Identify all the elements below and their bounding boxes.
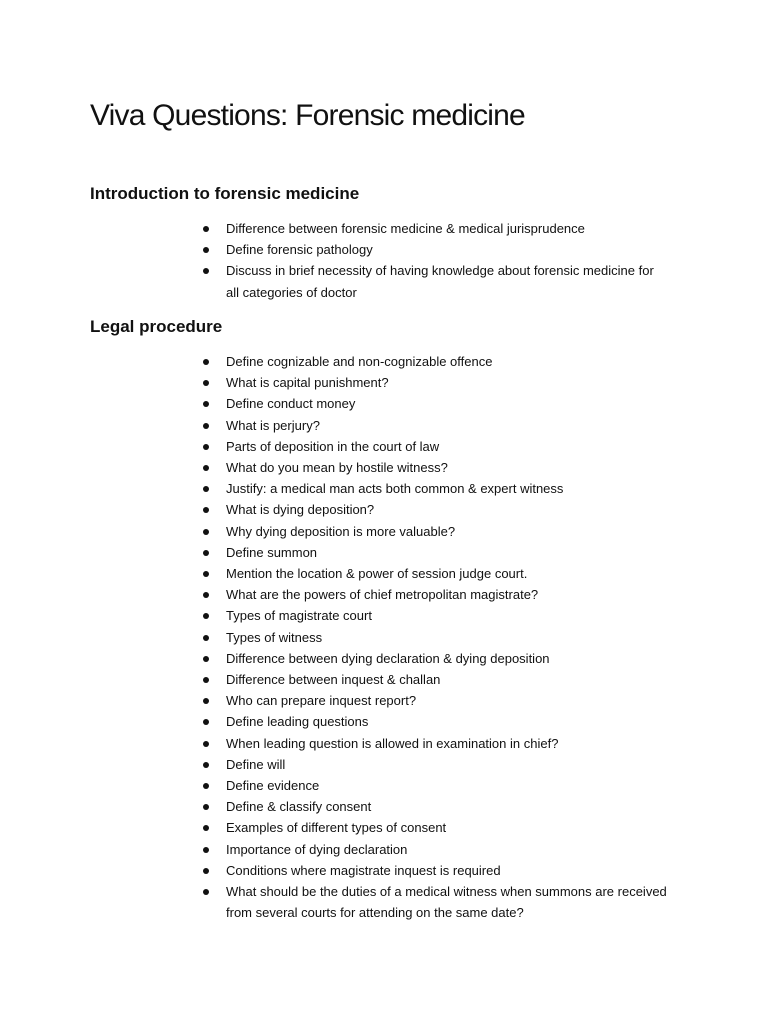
list-item [200, 648, 670, 669]
list-item-text: What is capital punishment? [226, 375, 389, 391]
list-item-text: Define cognizable and non-cognizable offence [226, 354, 493, 369]
list-item-text: Justify: a medical man acts both common & expert witness [226, 481, 564, 497]
list-item-text: Importance of dying declaration [226, 841, 408, 857]
bullet-icon [203, 380, 209, 386]
list-item [200, 563, 670, 584]
list-item [200, 239, 670, 260]
list-item [200, 521, 670, 542]
list-item [200, 881, 670, 923]
list-item-text: What do you mean by hostile witness? [226, 460, 448, 476]
legal-procedure-question-list [200, 351, 670, 923]
list-item [200, 605, 670, 626]
list-item [200, 817, 670, 838]
bullet-icon [203, 783, 209, 789]
list-item-text: What is dying deposition? [226, 502, 375, 518]
list-item [200, 436, 670, 457]
list-item-text: Examples of different types of consent [226, 820, 447, 836]
list-item [200, 351, 670, 372]
list-item-text: Define summon [226, 544, 318, 560]
list-item [200, 627, 670, 648]
list-item-text: Types of magistrate court [226, 608, 372, 624]
list-item [200, 690, 670, 711]
bullet-icon [203, 268, 209, 274]
list-item-text: Difference between forensic medicine & medical jurisprudence [226, 221, 585, 236]
bullet-icon [203, 889, 209, 895]
bullet-icon [203, 698, 209, 704]
list-item-text: Difference between dying declaration & dying deposition [226, 650, 550, 666]
bullet-icon [203, 868, 209, 874]
bullet-icon [203, 592, 209, 598]
list-item [200, 260, 670, 302]
list-item [200, 711, 670, 732]
list-item-text: Conditions where magistrate inquest is required [226, 862, 501, 878]
bullet-icon [203, 825, 209, 831]
bullet-icon [203, 677, 209, 683]
list-item [200, 372, 670, 393]
introduction-question-list [200, 218, 670, 303]
list-item [200, 669, 670, 690]
bullet-icon [203, 486, 209, 492]
bullet-icon [203, 359, 209, 365]
bullet-icon [203, 571, 209, 577]
list-item [200, 218, 670, 239]
list-item-text: Define will [226, 756, 286, 772]
list-item-text: Why dying deposition is more valuable? [226, 523, 456, 539]
list-item [200, 733, 670, 754]
bullet-icon [203, 613, 209, 619]
bullet-icon [203, 247, 209, 253]
list-item [200, 860, 670, 881]
list-item [200, 584, 670, 605]
bullet-icon [203, 847, 209, 853]
list-item [200, 754, 670, 775]
list-item-text: Difference between inquest & challan [226, 672, 441, 688]
list-item-text: What are the powers of chief metropolitan magistrate? [226, 587, 539, 603]
list-item-text: Discuss in brief necessity of having knowledge about forensic medicine for all categories of doctor [226, 263, 654, 300]
bullet-icon [203, 529, 209, 535]
list-item [200, 499, 670, 520]
bullet-icon [203, 465, 209, 471]
list-item-text: Define forensic pathology [226, 242, 373, 258]
list-item-text: Define evidence [226, 778, 320, 794]
list-item [200, 775, 670, 796]
list-item-text: What is perjury? [226, 417, 320, 433]
section-heading-legal-procedure: Legal procedure [90, 317, 223, 336]
list-item-text: Who can prepare inquest report? [226, 693, 417, 709]
section-heading-introduction: Introduction to forensic medicine [90, 184, 360, 203]
list-item [200, 478, 670, 499]
bullet-icon [203, 550, 209, 556]
page-title: Viva Questions: Forensic medicine [90, 99, 525, 132]
list-item-text: Mention the location & power of session judge court. [226, 566, 528, 582]
list-item-text: Define & classify consent [226, 799, 372, 815]
bullet-icon [203, 804, 209, 810]
list-item-text: When leading question is allowed in examination in chief? [226, 735, 559, 751]
list-item-text: Parts of deposition in the court of law [226, 438, 440, 454]
list-item-text: Types of witness [226, 629, 323, 645]
list-item [200, 796, 670, 817]
list-item [200, 542, 670, 563]
list-item [200, 457, 670, 478]
bullet-icon [203, 444, 209, 450]
bullet-icon [203, 656, 209, 662]
list-item-text: Define conduct money [226, 396, 356, 412]
list-item-text: What should be the duties of a medical witness when summons are received from several courts for attending on the same date? [226, 884, 667, 921]
list-item [200, 415, 670, 436]
bullet-icon [203, 423, 209, 429]
bullet-icon [203, 507, 209, 513]
bullet-icon [203, 635, 209, 641]
list-item [200, 393, 670, 414]
bullet-icon [203, 741, 209, 747]
list-item [200, 839, 670, 860]
bullet-icon [203, 719, 209, 725]
list-item-text: Define leading questions [226, 714, 369, 730]
bullet-icon [203, 762, 209, 768]
bullet-icon [203, 226, 209, 232]
bullet-icon [203, 401, 209, 407]
